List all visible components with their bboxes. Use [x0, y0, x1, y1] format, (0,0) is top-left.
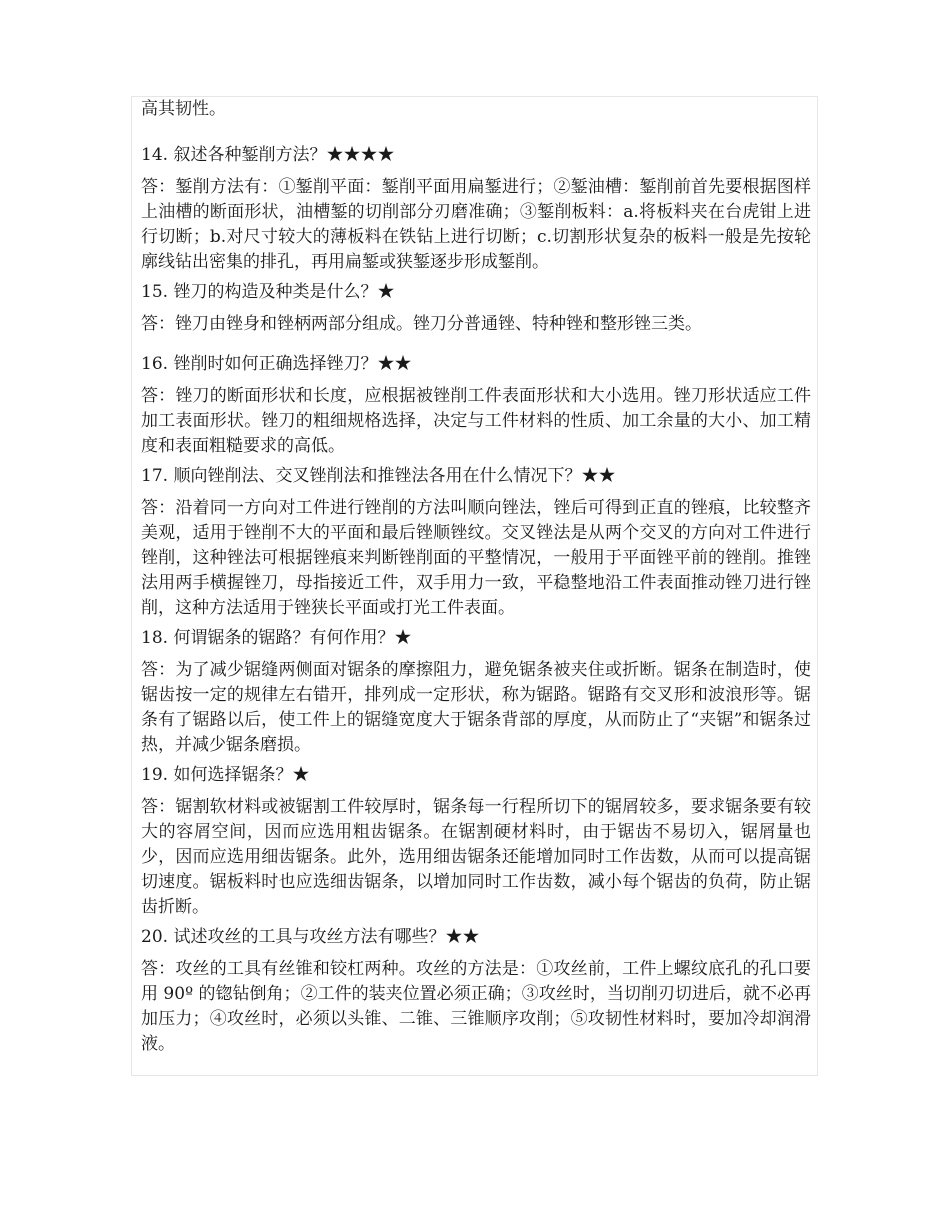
- answer-16: 答：锉刀的断面形状和长度，应根据被锉削工件表面形状和大小选用。锉刀形状适应工件加工表面形状。锉刀的粗细规格选择，决定与工件材料的性质、加工余量的大小、加工精度和表面粗糙要求的高低。: [141, 386, 811, 456]
- answer-20: 答：攻丝的工具有丝锥和铰杠两种。攻丝的方法是：①攻丝前，工件上螺纹底孔的孔口要用 90º 的锪钻倒角；②工件的装夹位置必须正确；③攻丝时，当切削刃切进后，就不必再加压力；④攻丝时，必须以头锥、二锥、三锥顺序攻削；⑤攻韧性材料时，要加冷却润滑液。: [141, 959, 811, 1054]
- qa-item-14: [141, 143, 811, 275]
- question-16: 16. 锉削时如何正确选择锉刀？★★: [141, 354, 412, 374]
- qa-item-18: [141, 626, 811, 758]
- document-body: [141, 97, 811, 1057]
- question-17: 17. 顺向锉削法、交叉锉削法和推锉法各用在什么情况下？★★: [141, 466, 616, 486]
- qa-item-17: [141, 464, 811, 621]
- answer-19: 答：锯割软材料或被锯割工件较厚时，锯条每一行程所切下的锯屑较多，要求锯条要有较大的容屑空间，因而应选用粗齿锯条。在锯割硬材料时，由于锯齿不易切入，锯屑量也少，因而应选用细齿锯条。此外，选用细齿锯条还能增加同时工作齿数，从而可以提高锯切速度。锯板料时也应选细齿锯条，以增加同时工作齿数，减小每个锯齿的负荷，防止锯齿折断。: [141, 797, 811, 917]
- question-18: 18. 何谓锯条的锯路？有何作用？★: [141, 628, 412, 648]
- lead-text: 高其韧性。: [141, 99, 226, 119]
- qa-item-15: [141, 280, 811, 337]
- question-14: 14. 叙述各种錾削方法？★★★★: [141, 145, 395, 165]
- qa-item-16: [141, 352, 811, 459]
- question-15: 15. 锉刀的构造及种类是什么？★: [141, 282, 395, 302]
- answer-17: 答：沿着同一方向对工件进行锉削的方法叫顺向锉法，锉后可得到正直的锉痕，比较整齐美观，适用于锉削不大的平面和最后锉顺锉纹。交叉锉法是从两个交叉的方向对工件进行锉削，这种锉法可根据锉痕来判断锉削面的平整情况，一般用于平面锉平前的锉削。推锉法用两手横握锉刀，母指接近工件，双手用力一致，平稳整地沿工件表面推动锉刀进行锉削，这种方法适用于锉狭长平面或打光工件表面。: [141, 498, 811, 618]
- qa-item-20: [141, 925, 811, 1057]
- answer-15: 答：锉刀由锉身和锉柄两部分组成。锉刀分普通锉、特种锉和整形锉三类。: [141, 314, 702, 334]
- question-20: 20. 试述攻丝的工具与攻丝方法有哪些？★★: [141, 927, 480, 947]
- question-19: 19. 如何选择锯条？★: [141, 765, 310, 785]
- qa-item-19: [141, 763, 811, 920]
- answer-14: 答：錾削方法有：①錾削平面：錾削平面用扁錾进行；②錾油槽：錾削前首先要根据图样上油槽的断面形状，油槽錾的切削部分刃磨准确；③錾削板料：a.将板料夹在台虎钳上进行切断；b.对尺寸较大的薄板料在铁钻上进行切断；c.切割形状复杂的板料一般是先按轮廓线钻出密集的排孔，再用扁錾或狭錾逐步形成錾削。: [141, 177, 811, 272]
- answer-18: 答：为了减少锯缝两侧面对锯条的摩擦阻力，避免锯条被夹住或折断。锯条在制造时，使锯齿按一定的规律左右错开，排列成一定形状，称为锯路。锯路有交叉形和波浪形等。锯条有了锯路以后，使工件上的锯缝宽度大于锯条背部的厚度，从而防止了“夹锯”和锯条过热，并减少锯条磨损。: [141, 660, 811, 755]
